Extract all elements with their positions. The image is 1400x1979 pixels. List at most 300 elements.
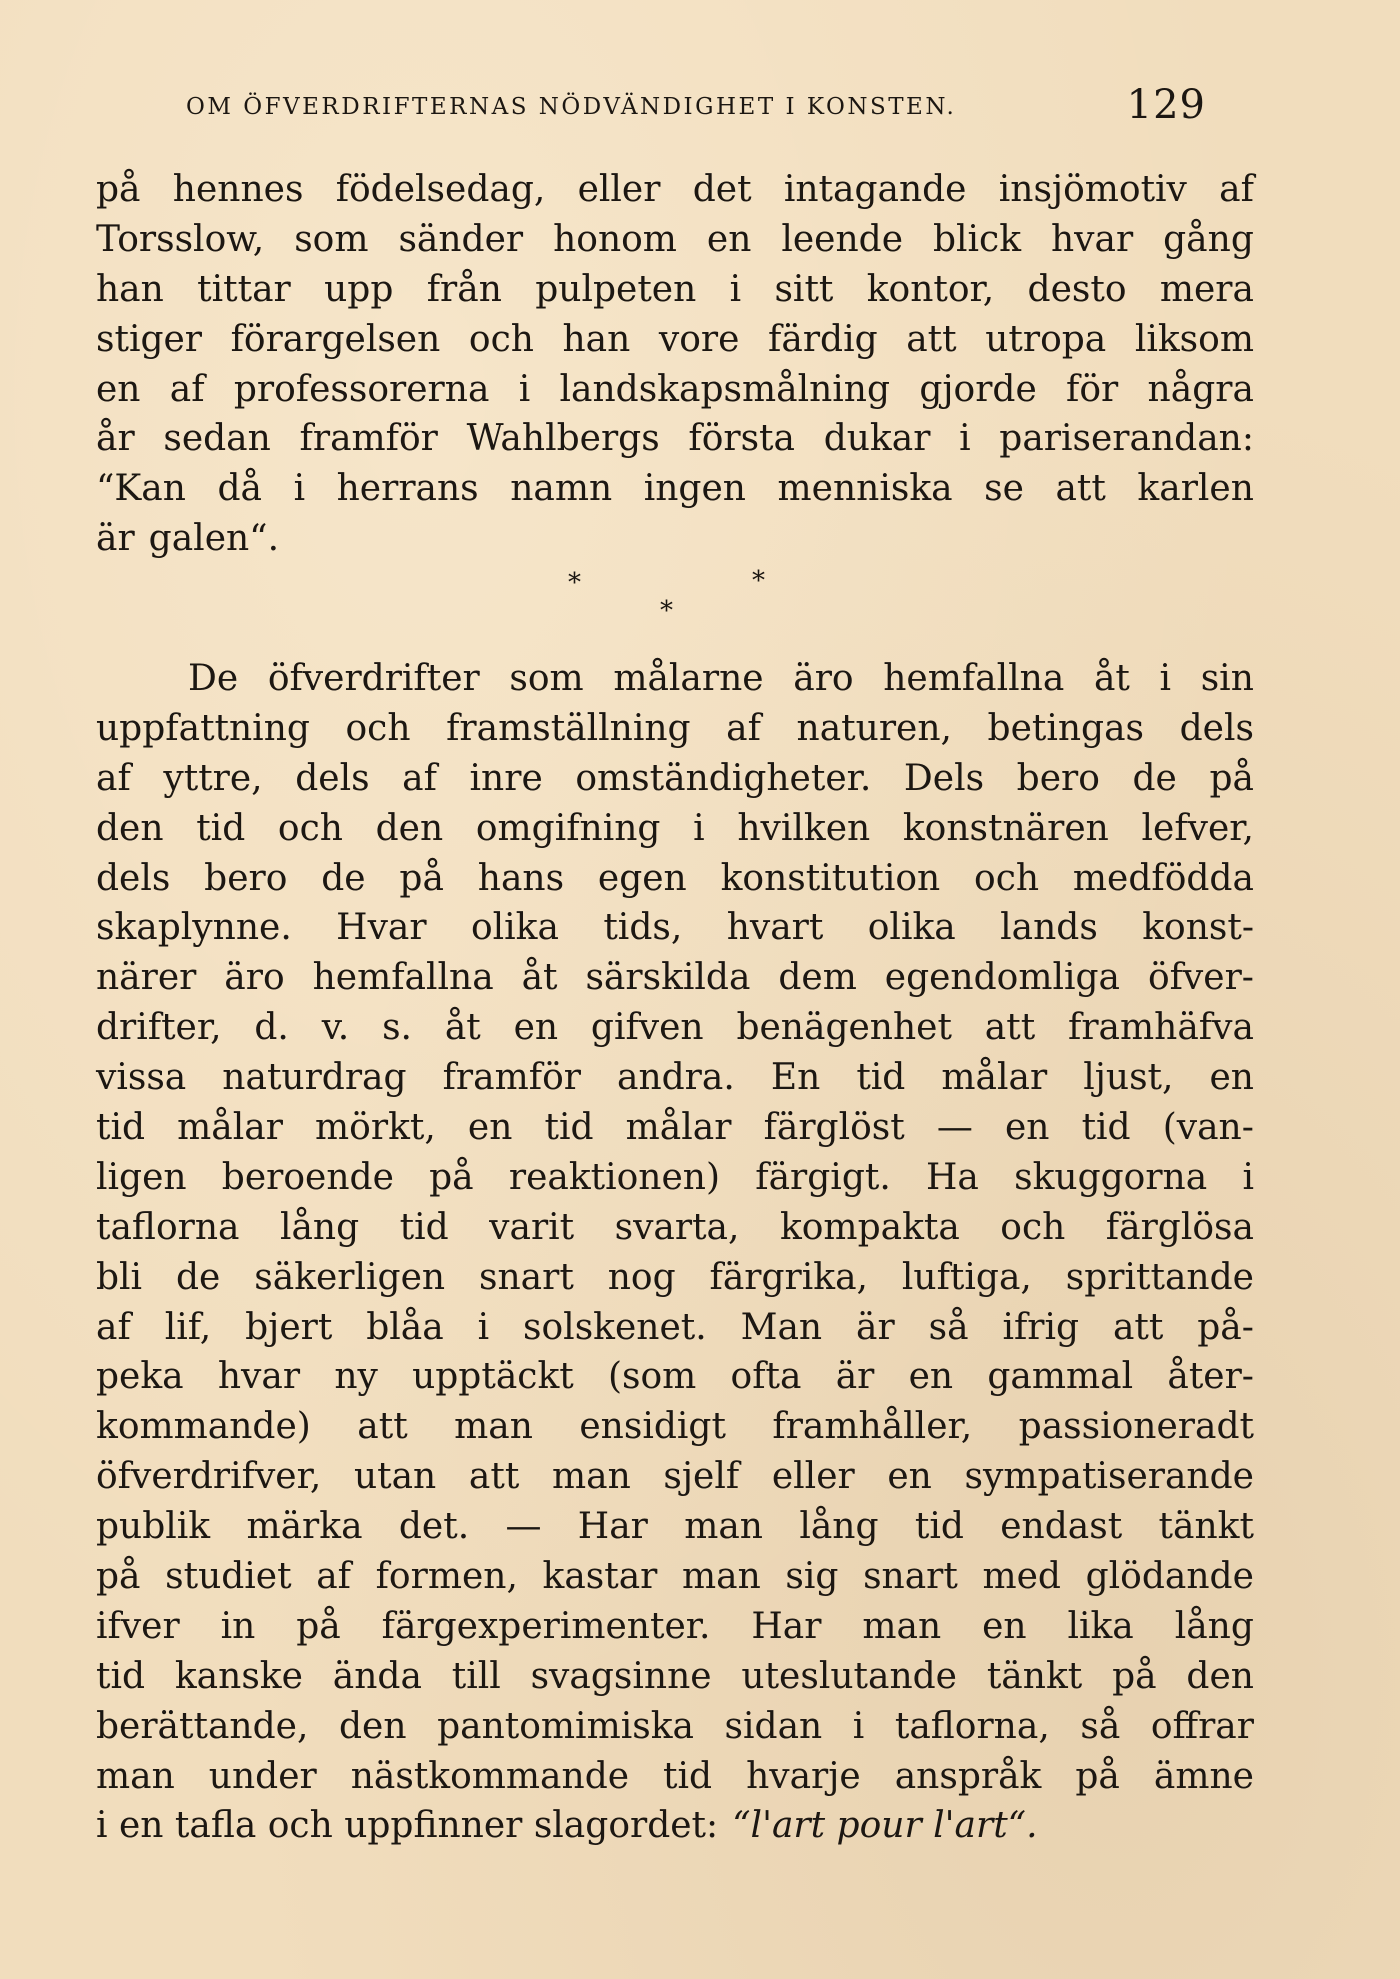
text-line [96,1752,1254,1802]
word: herrans [336,468,479,510]
word: ny [334,1356,378,1398]
word: En [770,1057,821,1099]
word: i [293,468,306,510]
word: ensidigt [579,1406,726,1448]
word: in [220,1605,256,1647]
word: närer [96,957,197,999]
word: åt [1093,658,1130,699]
word: karlen [1137,468,1254,510]
word: under [208,1755,317,1797]
text-line [96,1253,1254,1303]
word: en [467,1107,513,1149]
word: snart [478,1256,574,1298]
word: i [1242,1156,1254,1198]
word: skaplynne. [96,907,292,949]
word: snart [863,1556,958,1598]
word: pantomimiska [437,1705,694,1747]
word: beroende [221,1156,394,1198]
running-head [186,82,1206,132]
word: kontor, [866,268,995,310]
word: hemfallna [883,658,1065,699]
word: solskenet. [523,1306,707,1348]
word: en [887,1456,932,1498]
word: omgifning [475,807,661,849]
word: tid [544,1107,594,1149]
word: som [294,218,369,260]
word: en [706,218,752,260]
word: mörkt, [315,1107,436,1149]
word: är [856,1306,895,1348]
word: landskapsmålning [559,368,891,410]
word: tid [914,1506,964,1548]
word: medfödda [1072,857,1254,899]
word: att [357,1406,408,1448]
text-line [96,804,1254,854]
word: den [338,1705,407,1747]
word: sedan [163,418,271,460]
word: gjorde [919,368,1037,410]
word: leende [781,218,904,260]
word: färglösa [1105,1206,1254,1248]
word: s. [382,1007,412,1049]
text-line [96,315,1254,365]
word: bero [1016,757,1100,799]
word: varit [489,1206,575,1248]
word: publik [96,1506,211,1548]
word: man [684,1506,763,1548]
word: menniska [777,468,953,510]
word: färglöst [763,1107,905,1149]
word: studiet [165,1556,292,1598]
word: omständigheter. [575,757,872,799]
word: den [375,807,444,849]
word: desto [1027,268,1127,310]
word: pulpeten [535,268,697,310]
word: målar [625,1107,732,1149]
text-line [96,1153,1254,1203]
text-line [96,1103,1254,1153]
word: i [693,807,705,849]
word: säkerligen [254,1256,446,1298]
word: reaktionen) [508,1156,721,1198]
word: och [468,318,534,360]
word: svarta, [614,1206,740,1248]
word: på [1209,757,1254,799]
word: blåa [366,1306,444,1348]
word: stiger [96,318,203,360]
word: åter- [1167,1356,1254,1398]
word: drifter, [96,1007,222,1049]
word: i [1159,658,1172,699]
word: betingas [987,707,1145,749]
word: i [477,1306,490,1348]
word: ända [332,1655,422,1697]
word: åt [444,1007,481,1049]
word: naturen, [796,707,952,749]
word: då [217,468,263,510]
word: gammal [987,1356,1134,1398]
word: förargelsen [230,318,441,360]
word: ljust, [1083,1057,1174,1099]
word: ämne [1153,1755,1254,1797]
word: första [688,418,795,460]
text-line [96,1602,1254,1652]
word: galen“. [148,518,280,560]
text-line [96,1003,1254,1053]
word: äro [793,658,854,699]
word: och [277,807,343,849]
word: det [692,169,752,210]
word: tid [856,1057,906,1099]
word: af [1219,169,1254,210]
word: en [1209,1057,1254,1099]
paragraph-main [96,654,1254,1851]
word: olika [867,907,956,949]
word: Ha [926,1156,979,1198]
word: framhåller, [772,1406,973,1448]
motto-lart-pour-lart: “l'art pour l'art“. [732,1805,1038,1847]
word: är [96,518,135,560]
word: framför [442,1057,581,1099]
text-line [96,464,1254,514]
word: konstitution [720,857,941,899]
word: berättande, [96,1705,309,1747]
word: professorerna [233,368,490,410]
word: skuggorna [1014,1156,1208,1198]
word: (van- [1162,1107,1254,1149]
word: att [468,1456,520,1498]
word: att [1055,468,1106,510]
word: utan [353,1456,437,1498]
word: de [321,857,366,899]
word: af [402,757,437,799]
section-break-ornament [0,560,1400,630]
word: på [96,1556,141,1598]
word: framför [299,418,438,460]
word: v. [321,1007,350,1049]
word: sitt [774,268,834,310]
word: tid [663,1755,713,1797]
word: färgrika, [709,1256,868,1298]
word: dels [96,857,171,899]
word: kastar [542,1556,658,1598]
word: utropa [985,318,1107,360]
word: tittar [197,268,291,310]
word: Har [577,1506,648,1548]
word: tid [96,1655,146,1697]
word: att [984,1007,1036,1049]
word: öfverdrifter [267,658,480,699]
word: på [96,169,141,210]
word: kommande) [96,1406,311,1448]
word: de [175,1256,221,1298]
word: sin [1200,658,1254,699]
word: några [1147,368,1254,410]
word: och [974,857,1040,899]
word: särskilda [585,957,751,999]
word: luftiga, [901,1256,1032,1298]
word: på- [1197,1306,1254,1348]
word: hemfallna [312,957,494,999]
word: sig [785,1556,839,1598]
word: naturdrag [222,1057,407,1099]
word: födelsedag, [335,169,546,210]
running-title: OM ÖFVERDRIFTERNAS NÖDVÄNDIGHET I KONSTEN. [186,94,957,120]
word: på [1112,1655,1157,1697]
word: hvar [217,1356,301,1398]
text-line [96,265,1254,315]
word: af [169,368,205,410]
word: tid [399,1206,449,1248]
word: uteslutande [741,1655,957,1697]
word: kompakta [779,1206,960,1248]
word: endast [1000,1506,1123,1548]
text-line [96,1652,1254,1702]
word: insjömotiv [998,169,1187,210]
word: Wahlbergs [466,418,660,460]
word: egendomliga [884,957,1121,999]
word: tid [1081,1107,1131,1149]
word: sänder [398,218,524,260]
word: Torsslow, [96,218,265,260]
word: tid [196,807,246,849]
word: dukar [823,418,931,460]
word: andra. [616,1057,735,1099]
page-number: 129 [1126,82,1206,128]
word: man [96,1755,175,1797]
word: man [862,1605,942,1647]
word: taflorna, [894,1705,1050,1747]
word: på [1075,1755,1120,1797]
word: taflorna [96,1206,240,1248]
text-line [96,1053,1254,1103]
word: De [188,658,239,699]
word: man [551,1456,631,1498]
word: lång [279,1206,360,1248]
text-line [96,1801,1254,1851]
word: lika [1067,1605,1134,1647]
word: passioneradt [1018,1406,1254,1448]
word: bjert [245,1306,333,1348]
word: öfver- [1147,957,1254,999]
word: han [96,268,164,310]
word: de [1132,757,1177,799]
word: sjelf [663,1456,740,1498]
word: lif, [164,1306,212,1348]
text-line [96,1502,1254,1552]
text-line [96,754,1254,804]
word: af [96,1306,131,1348]
word: färgigt. [755,1156,891,1198]
word: glödande [1085,1556,1254,1598]
text-line [96,1203,1254,1253]
word: en [96,368,141,410]
word: — [936,1107,973,1149]
word: lands [1000,907,1098,949]
word: Man [740,1306,823,1348]
text-line [96,215,1254,265]
word: han [562,318,631,360]
word: gång [1163,218,1254,260]
word: se [984,468,1024,510]
word: från [426,268,502,310]
word: och [345,707,411,749]
word: af [316,1556,351,1598]
word: formen, [375,1556,518,1598]
word: — [505,1506,542,1548]
word: Dels [903,757,985,799]
text-line [96,704,1254,754]
word: dels [1179,707,1254,749]
word: till [451,1655,501,1697]
word: “Kan [96,468,186,510]
word: i [518,368,531,410]
word: inre [469,757,543,799]
word: lång [1174,1605,1254,1647]
word: nästkommande [350,1755,630,1797]
text-line [96,1303,1254,1353]
word: sprittande [1065,1256,1254,1298]
word: uppfattning [96,707,310,749]
word: offrar [1150,1705,1254,1747]
word: af [726,707,761,749]
word: Hvar [336,907,427,949]
word: färdig [768,318,878,360]
text-line [96,654,1254,704]
word: nog [607,1256,676,1298]
word: lång [799,1506,879,1548]
word: att [906,318,957,360]
word: af [96,757,131,799]
word: ifver [96,1605,180,1647]
word: år [96,418,135,460]
asterisk-ornament: * [660,596,673,626]
word: så [1080,1705,1121,1747]
word: hvilken [737,807,871,849]
word: upp [324,268,394,310]
word: (som [607,1356,697,1398]
word: bli [96,1256,143,1298]
word: man [454,1406,533,1448]
word: är [835,1356,875,1398]
word: den [1186,1655,1254,1697]
word: ligen [96,1156,187,1198]
word: ifrig [1002,1306,1080,1348]
word: i [852,1705,865,1747]
text-line [96,854,1254,904]
word: dels [295,757,370,799]
word: dem [778,957,857,999]
word: tid [96,1107,146,1149]
word: gifven [590,1007,704,1049]
word: den [96,807,164,849]
word: hvarje [746,1755,861,1797]
word: på [429,1156,474,1198]
word: bero [204,857,288,899]
word: i [729,268,742,310]
word: yttre, [163,757,263,799]
word: märka [246,1506,363,1548]
word: att [1112,1306,1164,1348]
word: d. [254,1007,289,1049]
paragraph-continued [96,165,1254,564]
word: äro [224,957,285,999]
word: olika [470,907,559,949]
word: tänkt [986,1655,1083,1697]
word: upptäckt [412,1356,574,1398]
word: framställning [446,707,691,749]
word: och [1000,1206,1066,1248]
word: tänkt [1158,1506,1254,1548]
word: en [1004,1107,1050,1149]
word: en [513,1007,559,1049]
word: för [1066,368,1119,410]
word: målar [177,1107,283,1149]
word: åt [521,957,558,999]
word: så [928,1306,969,1348]
word: intagande [783,169,967,210]
word: öfverdrifver, [96,1456,322,1498]
word: en [908,1356,954,1398]
word: målarne [613,658,764,699]
word: mera [1159,268,1254,310]
last-line-text: i en tafla och uppfinner slagordet: [96,1805,719,1847]
word: färgexperimenter. [381,1605,711,1647]
word: sidan [724,1705,823,1747]
text-line [96,1702,1254,1752]
text-line [96,1402,1254,1452]
text-line [96,414,1254,464]
text-line [96,1452,1254,1502]
word: i [959,418,971,460]
word: konst- [1142,907,1254,949]
word: målar [941,1057,1048,1099]
word: blick [932,218,1022,260]
text-line [96,903,1254,953]
word: konstnären [902,807,1109,849]
text-line [96,1552,1254,1602]
text-line [96,514,1254,564]
word: liksom [1134,318,1254,360]
word: sympatiserande [964,1456,1254,1498]
word: ofta [730,1356,802,1398]
word: anspråk [894,1755,1042,1797]
word: peka [96,1356,184,1398]
word: hennes [172,169,304,210]
word: som [509,658,584,699]
word: hans [477,857,565,899]
word: framhäfva [1068,1007,1254,1049]
word: Har [751,1605,822,1647]
word: eller [771,1456,855,1498]
asterisk-ornament: * [568,568,581,598]
word: honom [553,218,677,260]
word: vissa [96,1057,187,1099]
text-line [96,953,1254,1003]
asterisk-ornament: * [752,566,765,596]
word: en [982,1605,1027,1647]
word: egen [597,857,687,899]
word: hvart [726,907,824,949]
text-line [96,165,1254,215]
word: tids, [603,907,683,949]
word: namn [510,468,613,510]
word: ingen [643,468,746,510]
word: eller [577,169,661,210]
word: hvar [1050,218,1134,260]
word: på [296,1605,341,1647]
word: på [399,857,444,899]
